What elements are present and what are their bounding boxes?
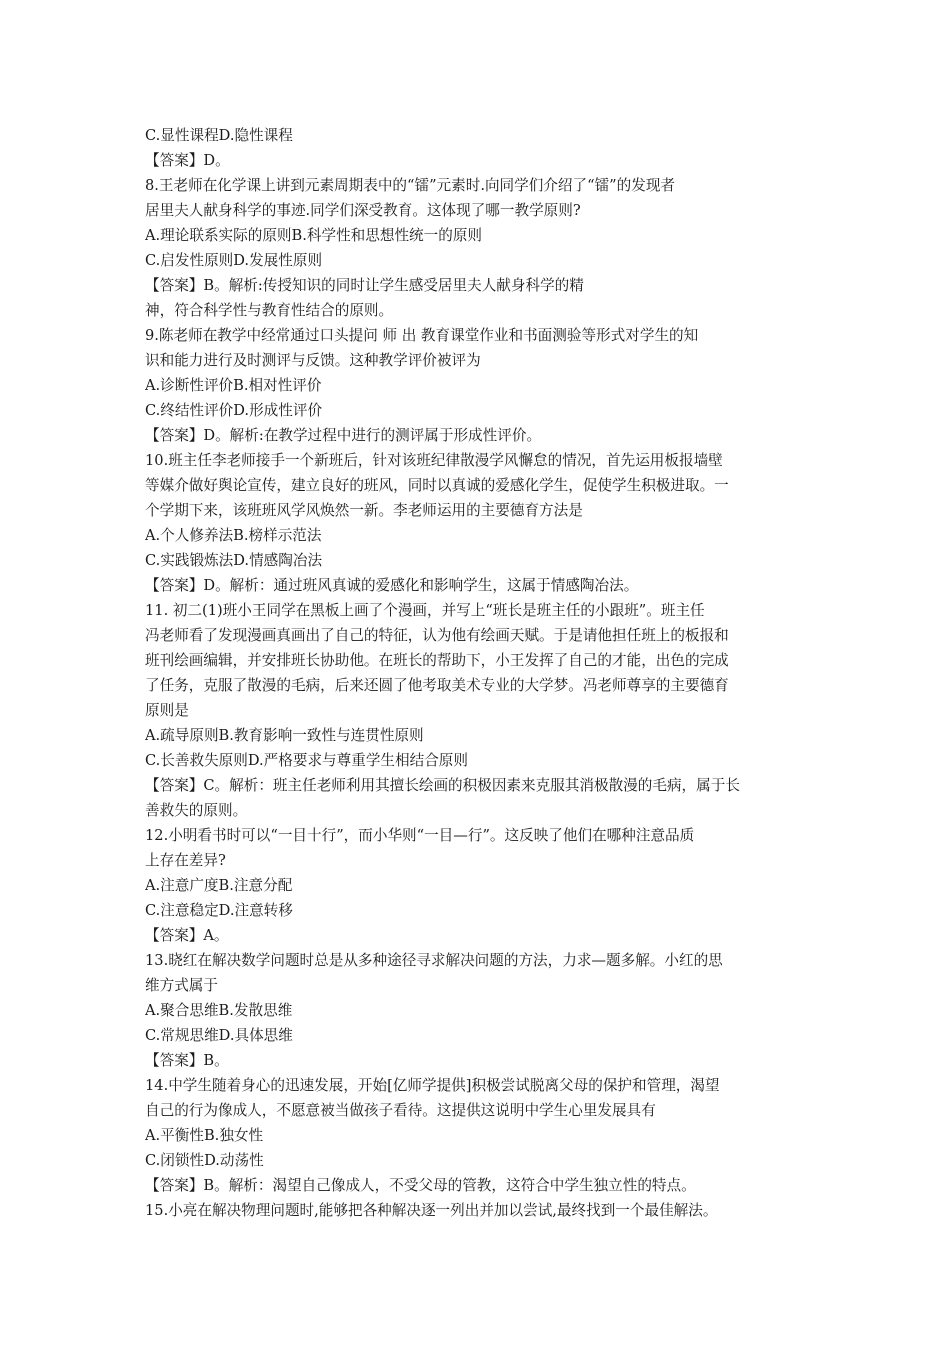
question-13-line: 13.晓红在解决数学问题时总是从多种途径寻求解决问题的方法，力求—题多解。小红的思 <box>145 952 723 969</box>
question-11-line: 原则是 <box>145 702 189 719</box>
question-11-line: 班刊绘画编辑，并安排班长协助他。在班长的帮助下，小王发挥了自己的才能，出色的完成 <box>145 652 729 669</box>
answer-line: 【答案】B。 <box>145 1052 229 1069</box>
text-line: C.显性课程D.隐性课程 <box>145 127 293 144</box>
option-line: C.注意稳定D.注意转移 <box>145 902 293 919</box>
answer-line: 【答案】B。解析:传授知识的同时让学生感受居里夫人献身科学的精 <box>145 277 584 294</box>
question-10-line: 10.班主任李老师接手一个新班后，针对该班纪律散漫学风懈怠的情况，首先运用板报墙壁 <box>145 452 723 469</box>
question-8-line: 8.王老师在化学课上讲到元素周期表中的“镭”元素时.向同学们介绍了“镭”的发现者 <box>145 177 676 194</box>
answer-line: 【答案】A。 <box>145 927 229 944</box>
question-12-line: 12.小明看书时可以“一目十行”，而小华则“一目—行”。这反映了他们在哪种注意品质 <box>145 827 695 844</box>
option-line: A.理论联系实际的原则B.科学性和思想性统一的原则 <box>145 227 483 244</box>
question-13-line: 维方式属于 <box>145 977 218 994</box>
answer-line: 【答案】B。解析：渴望自己像成人，不受父母的管教，这符合中学生独立性的特点。 <box>145 1177 696 1194</box>
option-line: C.启发性原则D.发展性原则 <box>145 252 323 269</box>
answer-line: 神，符合科学性与教育性结合的原则。 <box>145 302 394 319</box>
option-line: A.平衡性B.独女性 <box>145 1127 264 1144</box>
question-12-line: 上存在差异? <box>145 852 226 869</box>
option-line: A.疏导原则B.教育影响一致性与连贯性原则 <box>145 727 424 744</box>
answer-line: 【答案】D。解析：通过班风真诚的爱感化和影响学生，这属于情感陶冶法。 <box>145 577 639 594</box>
question-11-line: 11. 初二(1)班小王同学在黑板上画了个漫画，并写上“班长是班主任的小跟班”。班主任 <box>145 602 705 619</box>
option-line: A.个人修养法B.榜样示范法 <box>145 527 322 544</box>
question-8-line: 居里夫人献身科学的事迹.同学们深受教育。这体现了哪一教学原则? <box>145 202 581 219</box>
question-14-line: 自己的行为像成人，不愿意被当做孩子看待。这提供这说明中学生心里发展具有 <box>145 1102 656 1119</box>
answer-line: 善救失的原则。 <box>145 802 248 819</box>
document-page <box>145 123 810 1223</box>
question-9-line: 9.陈老师在教学中经常通过口头提问 师 出 教育课堂作业和书面测验等形式对学生的知 <box>145 327 699 344</box>
question-10-line: 个学期下来，该班班风学风焕然一新。李老师运用的主要德育方法是 <box>145 502 583 519</box>
option-line: C.闭锁性D.动荡性 <box>145 1152 264 1169</box>
option-line: C.长善救失原则D.严格要求与尊重学生相结合原则 <box>145 752 468 769</box>
question-15-line: 15.小亮在解决物理问题时,能够把各种解决逐一列出并加以尝试,最终找到一个最佳解法。 <box>145 1202 718 1219</box>
answer-line: 【答案】D。解析:在教学过程中进行的测评属于形成性评价。 <box>145 427 542 444</box>
question-9-line: 识和能力进行及时测评与反馈。这种教学评价被评为 <box>145 352 481 369</box>
question-10-line: 等媒介做好舆论宣传，建立良好的班风，同时以真诚的爱感化学生，促使学生积极进取。一 <box>145 477 729 494</box>
option-line: A.注意广度B.注意分配 <box>145 877 293 894</box>
question-11-line: 冯老师看了发现漫画真画出了自己的特征，认为他有绘画天赋。于是请他担任班上的板报和 <box>145 627 729 644</box>
option-line: C.实践锻炼法D.情感陶冶法 <box>145 552 323 569</box>
answer-line: 【答案】D。 <box>145 152 230 169</box>
option-line: A.诊断性评价B.相对性评价 <box>145 377 322 394</box>
option-line: A.聚合思维B.发散思维 <box>145 1002 293 1019</box>
option-line: C.终结性评价D.形成性评价 <box>145 402 323 419</box>
question-14-line: 14.中学生随着身心的迅速发展，开始[亿师学提供]积极尝试脱离父母的保护和管理，渴望 <box>145 1077 720 1094</box>
option-line: C.常规思维D.具体思维 <box>145 1027 293 1044</box>
answer-line: 【答案】C。解析：班主任老师利用其擅长绘画的积极因素来克服其消极散漫的毛病，属于长 <box>145 777 740 794</box>
question-11-line: 了任务，克服了散漫的毛病，后来还圆了他考取美术专业的大学梦。冯老师尊享的主要德育 <box>145 677 729 694</box>
